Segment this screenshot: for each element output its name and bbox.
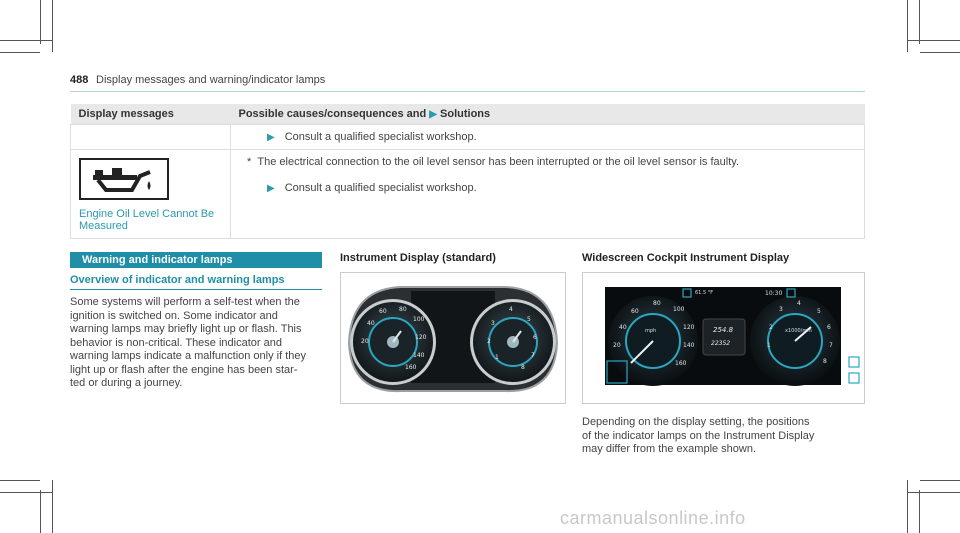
cause-text: The electrical connection to the oil level sensor has been interrupted or the oil level sensor is faulty. xyxy=(257,155,740,168)
clock-time: 10:30 xyxy=(765,290,783,297)
crop-mark xyxy=(0,480,40,481)
solution-item xyxy=(239,131,856,143)
svg-text:2: 2 xyxy=(487,338,491,345)
page-header xyxy=(70,74,865,94)
message-text: Engine Oil Level Cannot Be Measured xyxy=(79,207,215,232)
table-cell-solution xyxy=(231,124,865,149)
figure-standard-display xyxy=(340,272,566,404)
rpm-unit-label: x1000/min xyxy=(785,328,812,334)
crop-mark xyxy=(0,492,52,493)
arrow-icon: ▶ xyxy=(429,108,437,120)
svg-text:140: 140 xyxy=(683,342,695,349)
watermark: carmanualsonline.info xyxy=(560,508,746,528)
svg-text:5: 5 xyxy=(527,316,531,323)
svg-text:3: 3 xyxy=(779,306,783,313)
widescreen-cluster-graphic xyxy=(583,273,864,403)
solution-item xyxy=(239,182,856,194)
trip-meter: 254.8 xyxy=(713,326,734,334)
svg-text:100: 100 xyxy=(673,306,685,313)
crop-mark xyxy=(52,0,53,52)
svg-text:7: 7 xyxy=(829,342,833,349)
table-header-row xyxy=(71,104,865,124)
table-row xyxy=(71,124,865,149)
svg-text:40: 40 xyxy=(619,324,627,331)
svg-text:20: 20 xyxy=(613,342,621,349)
svg-text:4: 4 xyxy=(509,306,513,313)
svg-text:8: 8 xyxy=(823,358,827,365)
page-title: Display messages and warning/indicator lamps xyxy=(96,74,326,86)
odometer: 22352 xyxy=(711,340,731,347)
svg-text:140: 140 xyxy=(413,352,425,359)
figure-title-standard: Instrument Display (standard) xyxy=(340,252,496,264)
svg-text:160: 160 xyxy=(405,364,417,371)
cause-note: * The electrical connection to the oil level sensor has been interrupted or the oil level sensor is faulty. xyxy=(247,155,740,168)
sub-heading: Overview of indicator and warning lamps xyxy=(70,274,285,286)
oil-level-icon xyxy=(79,158,169,200)
svg-text:60: 60 xyxy=(631,308,639,315)
crop-mark xyxy=(920,480,960,481)
figure-widescreen-display xyxy=(582,272,865,404)
svg-text:2: 2 xyxy=(769,324,773,331)
column-header-solutions xyxy=(231,104,865,124)
svg-text:60: 60 xyxy=(379,308,387,315)
solution-text: Consult a qualified specialist workshop. xyxy=(284,130,477,143)
body-paragraph: Some systems will perform a self-test when the ignition is switched on. Some indicator and warning lamps may briefly light up or flash. This behavior is non-critical. These indicator and warning lamps indicate a malfunction only if they light up or flash after the engine has been star- ted or during a journey. xyxy=(70,296,307,389)
crop-mark xyxy=(907,492,960,493)
solution-text: Consult a qualified specialist workshop. xyxy=(284,181,477,194)
table-cell-message xyxy=(71,149,231,238)
svg-text:6: 6 xyxy=(533,334,537,341)
svg-text:3: 3 xyxy=(491,320,495,327)
crop-mark xyxy=(40,490,41,533)
table-cell-cause xyxy=(231,149,865,238)
svg-text:120: 120 xyxy=(683,324,695,331)
crop-mark xyxy=(907,0,908,52)
outside-temperature: 61.5 °F xyxy=(695,290,714,296)
crop-mark xyxy=(0,52,40,53)
crop-mark xyxy=(919,490,920,533)
svg-text:120: 120 xyxy=(415,334,427,341)
svg-text:6: 6 xyxy=(827,324,831,331)
crop-mark xyxy=(920,52,960,53)
crop-mark xyxy=(907,40,960,41)
column-header-causes-text: Possible causes/consequences and xyxy=(238,107,427,120)
crop-mark xyxy=(907,480,908,533)
svg-text:8: 8 xyxy=(521,364,525,371)
svg-text:20: 20 xyxy=(361,338,369,345)
svg-text:7: 7 xyxy=(531,352,535,359)
column-header-solutions-text: Solutions xyxy=(440,107,491,120)
header-rule xyxy=(70,91,865,92)
page-number: 488 xyxy=(70,74,89,86)
svg-text:160: 160 xyxy=(675,360,687,367)
section-heading: Warning and indicator lamps xyxy=(70,252,322,268)
arrow-icon: ▶ xyxy=(267,131,275,143)
speed-unit-label: mph xyxy=(645,328,657,334)
figure-caption: Depending on the display setting, the positions of the indicator lamps on the Instrument Display may differ from the example shown. xyxy=(582,416,815,455)
column-header-messages: Display messages xyxy=(71,104,231,124)
svg-text:80: 80 xyxy=(399,306,407,313)
svg-text:4: 4 xyxy=(797,300,801,307)
arrow-icon: ▶ xyxy=(267,182,275,194)
crop-mark xyxy=(52,480,53,533)
svg-text:100: 100 xyxy=(413,316,425,323)
display-messages-table xyxy=(70,104,865,239)
svg-text:5: 5 xyxy=(817,308,821,315)
crop-mark xyxy=(0,40,52,41)
table-row xyxy=(71,149,865,238)
sub-heading-rule xyxy=(70,289,322,290)
crop-mark xyxy=(40,0,41,44)
svg-text:1: 1 xyxy=(767,342,771,349)
table-cell-empty xyxy=(71,124,231,149)
svg-text:1: 1 xyxy=(495,354,499,361)
figure-title-widescreen: Widescreen Cockpit Instrument Display xyxy=(582,252,790,264)
svg-text:80: 80 xyxy=(653,300,661,307)
svg-text:40: 40 xyxy=(367,320,375,327)
crop-mark xyxy=(919,0,920,44)
standard-cluster-graphic xyxy=(341,273,565,403)
